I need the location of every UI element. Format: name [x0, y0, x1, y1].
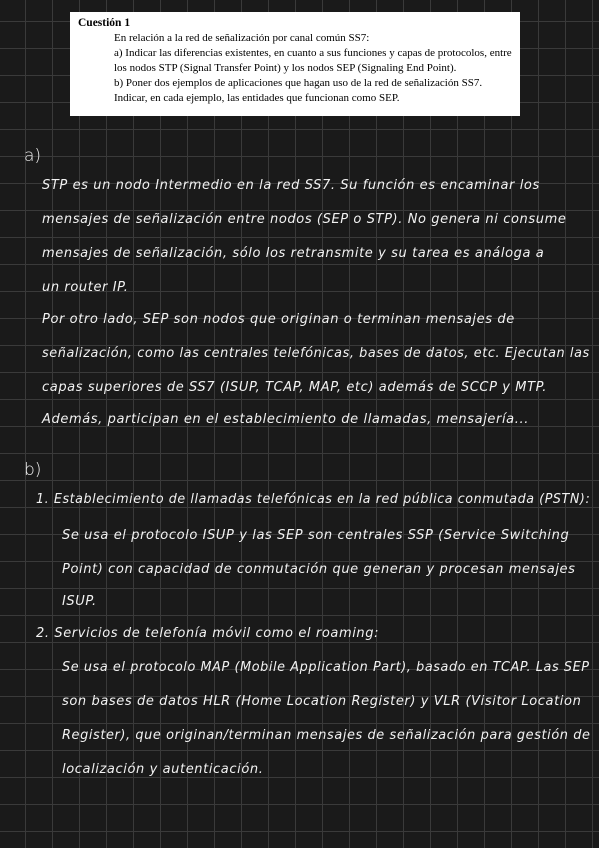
- part-b-label: b): [24, 460, 42, 480]
- question-line: a) Indicar las diferencias existentes, en cuanto a sus funciones y capas de protocolos, entre: [114, 47, 512, 59]
- answer-line: Point) con capacidad de conmutación que generan y procesan mensajes: [62, 562, 576, 577]
- answer-line: Por otro lado, SEP son nodos que originan o terminan mensajes de: [42, 312, 515, 327]
- answer-line: 1. Establecimiento de llamadas telefónicas en la red pública conmutada (PSTN):: [36, 492, 591, 507]
- question-line: En relación a la red de señalización por canal común SS7:: [114, 32, 370, 44]
- answer-line: Se usa el protocolo ISUP y las SEP son centrales SSP (Service Switching: [62, 528, 570, 543]
- answer-line: 2. Servicios de telefonía móvil como el roaming:: [36, 626, 380, 641]
- question-line: Indicar, en cada ejemplo, las entidades que funcionan como SEP.: [114, 92, 400, 104]
- answer-line: mensajes de señalización, sólo los retransmite y su tarea es análoga a: [42, 246, 545, 261]
- question-line: b) Poner dos ejemplos de aplicaciones que hagan uso de la red de señalización SS7.: [114, 77, 483, 89]
- answer-line: capas superiores de SS7 (ISUP, TCAP, MAP, etc) además de SCCP y MTP.: [42, 380, 548, 395]
- answer-line: mensajes de señalización entre nodos (SEP o STP). No genera ni consume: [42, 212, 567, 227]
- answer-line: son bases de datos HLR (Home Location Register) y VLR (Visitor Location: [62, 694, 582, 709]
- answer-line: Se usa el protocolo MAP (Mobile Application Part), basado en TCAP. Las SEP: [62, 660, 590, 675]
- answer-line: Register), que originan/terminan mensajes de señalización para gestión de: [62, 728, 591, 743]
- part-a-label: a): [24, 146, 42, 166]
- answer-line: STP es un nodo Intermedio en la red SS7. Su función es encaminar los: [42, 178, 540, 193]
- answer-line: un router IP.: [42, 280, 129, 295]
- question-line: los nodos STP (Signal Transfer Point) y los nodos SEP (Signaling End Point).: [114, 62, 457, 74]
- answer-line: señalización, como las centrales telefónicas, bases de datos, etc. Ejecutan las: [42, 346, 590, 361]
- question-box: [70, 12, 520, 116]
- answer-line: localización y autenticación.: [62, 762, 264, 777]
- answer-line: ISUP.: [62, 594, 97, 609]
- question-title: Cuestión 1: [78, 17, 131, 29]
- answer-line: Además, participan en el establecimiento de llamadas, mensajería...: [42, 412, 529, 427]
